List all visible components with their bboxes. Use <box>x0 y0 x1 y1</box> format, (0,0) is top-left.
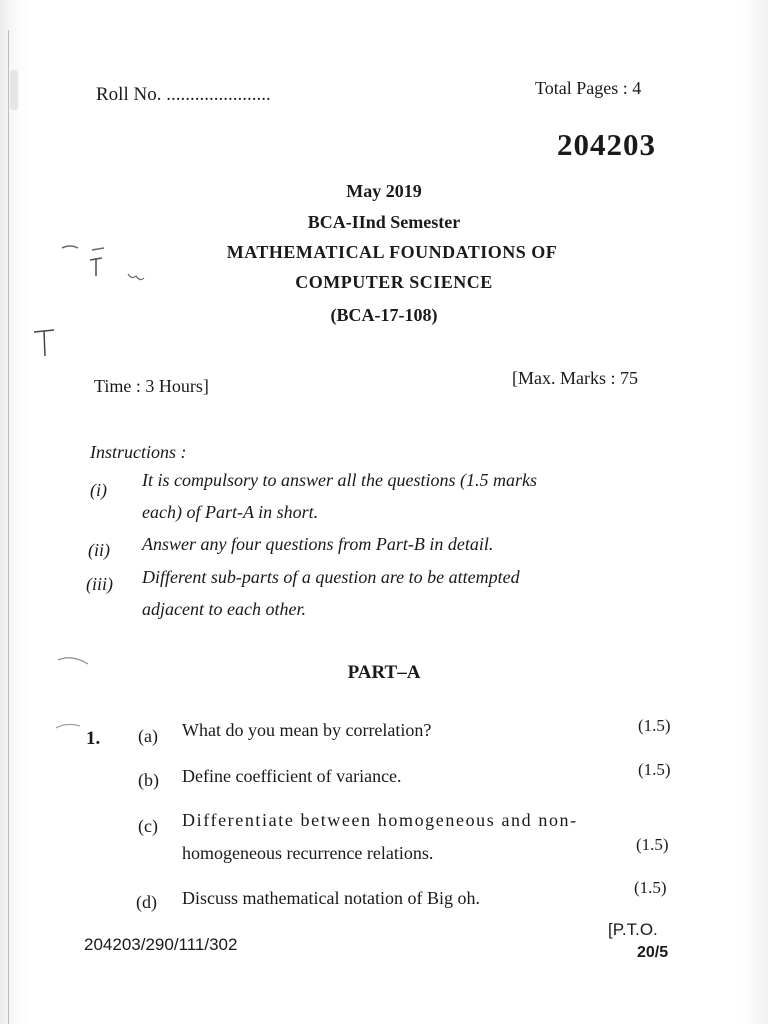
instruction-text: Answer any four questions from Part-B in detail. <box>142 534 494 554</box>
subpart-marks: (1.5) <box>634 878 667 897</box>
subpart-marks: (1.5) <box>636 835 669 854</box>
roll-number-field: Roll No. ...................... <box>96 84 271 105</box>
subpart-text: What do you mean by correlation? <box>182 720 432 740</box>
instruction-number: (i) <box>90 480 107 500</box>
exam-date: May 2019 <box>346 181 422 201</box>
subpart-label: (c) <box>138 816 158 836</box>
subpart-marks: (1.5) <box>638 760 671 779</box>
please-turn-over: [P.T.O. <box>608 920 658 939</box>
subpart-text: homogeneous recurrence relations. <box>182 843 434 863</box>
subpart-label: (b) <box>138 770 159 790</box>
subpart-text: Differentiate between homogeneous and non- <box>182 810 578 830</box>
pencil-mark-t <box>30 326 60 360</box>
subpart-marks: (1.5) <box>638 716 671 735</box>
page-edge-line <box>8 30 9 1024</box>
subpart-label: (a) <box>138 726 158 746</box>
subject-title-line-1: MATHEMATICAL FOUNDATIONS OF <box>226 242 558 262</box>
course-code: (BCA-17-108) <box>330 305 438 325</box>
instructions-heading: Instructions : <box>90 442 187 462</box>
pencil-mark-tick <box>52 716 86 736</box>
instruction-text: It is compulsory to answer all the questions (1.5 marks <box>142 470 537 490</box>
instruction-text: Different sub-parts of a question are to be attempted <box>142 567 520 587</box>
total-pages: Total Pages : 4 <box>535 78 642 98</box>
maximum-marks: [Max. Marks : 75 <box>512 368 638 388</box>
page-reference: 20/5 <box>637 944 669 961</box>
page-edge-smudge <box>10 70 18 110</box>
pencil-marks-handwriting <box>56 236 156 296</box>
subpart-label: (d) <box>136 892 157 912</box>
subject-title-line-2: COMPUTER SCIENCE <box>295 272 493 292</box>
instruction-number: (ii) <box>88 540 110 560</box>
paper-code: 204203 <box>557 127 656 162</box>
instruction-text: each) of Part-A in short. <box>142 502 319 522</box>
semester: BCA-IInd Semester <box>307 212 461 232</box>
instruction-number: (iii) <box>86 574 113 594</box>
subpart-text: Discuss mathematical notation of Big oh. <box>182 888 480 908</box>
exam-duration: Time : 3 Hours] <box>94 376 209 396</box>
subpart-text: Define coefficient of variance. <box>182 766 402 786</box>
footer-paper-code: 204203/290/111/302 <box>84 935 238 954</box>
instruction-text: adjacent to each other. <box>142 599 306 619</box>
question-number: 1. <box>86 728 101 749</box>
part-a-heading: PART–A <box>347 662 421 683</box>
